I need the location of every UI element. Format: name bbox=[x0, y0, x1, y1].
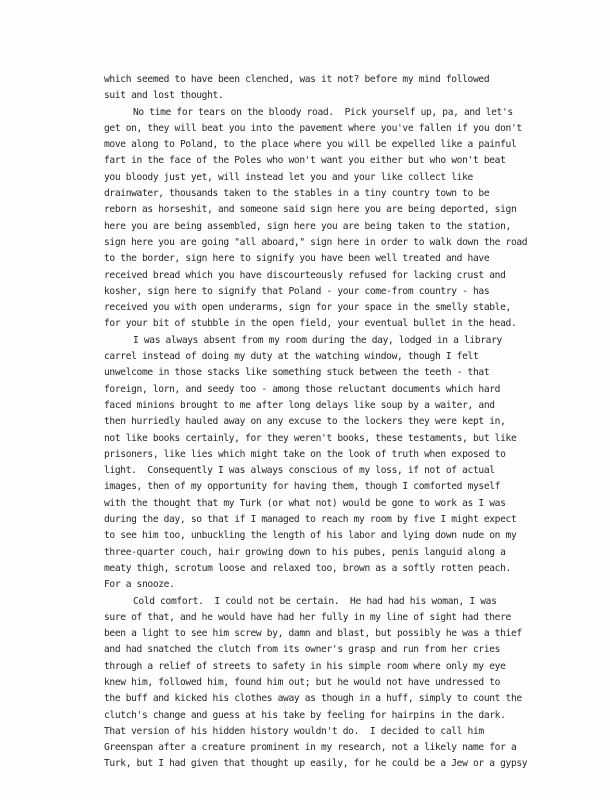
text-line: faced minions brought to me after long delays like soup by a waiter, and bbox=[104, 399, 495, 411]
text-line: here you are being assembled, sign here you are being taken to the station, bbox=[104, 220, 511, 232]
text-line: sure of that, and he would have had her fully in my line of sight had there bbox=[104, 611, 511, 623]
text-line: clutch's change and guess at his take by feeling for hairpins in the dark. bbox=[104, 709, 506, 721]
text-line: drainwater, thousands taken to the stables in a tiny country town to be bbox=[104, 188, 490, 200]
paragraph-start-line: Cold comfort. I could not be certain. He had had his woman, I was bbox=[133, 595, 497, 607]
text-line: then hurriedly hauled away on any excuse to the lockers they were kept in, bbox=[104, 416, 506, 428]
text-line: knew him, followed him, found him out; but he would not have undressed to bbox=[104, 676, 501, 688]
text-line: For a snooze. bbox=[104, 579, 175, 591]
text-line: and had snatched the clutch from its owner's grasp and run from her cries bbox=[104, 644, 501, 656]
manuscript-text bbox=[0, 72, 610, 773]
text-line: received bread which you have discourteously refused for lacking crust and bbox=[104, 269, 506, 281]
paragraph-start-line: No time for tears on the bloody road. Pick yourself up, pa, and let's bbox=[133, 106, 513, 118]
text-line: That version of his hidden history wouldn't do. I decided to call him bbox=[104, 725, 484, 737]
text-line: three-quarter couch, hair growing down to his pubes, penis languid along a bbox=[104, 546, 506, 558]
text-line: carrel instead of doing my duty at the watching window, though I felt bbox=[104, 351, 479, 363]
text-line: foreign, lorn, and seedy too - among those reluctant documents which hard bbox=[104, 383, 501, 395]
text-line: you bloody just yet, will instead let you and your like collect like bbox=[104, 171, 473, 183]
text-line: meaty thigh, scrotum loose and relaxed too, brown as a softly rotten peach. bbox=[104, 562, 511, 574]
text-line: Greenspan after a creature prominent in my research, not a likely name for a bbox=[104, 742, 517, 754]
text-line: get on, they will beat you into the pavement where you've fallen if you don't bbox=[104, 122, 522, 134]
text-line: through a relief of streets to safety in his simple room where only my eye bbox=[104, 660, 506, 672]
text-line: with the thought that my Turk (or what not) would be gone to work as I was bbox=[104, 497, 506, 509]
text-line: prisoners, like lies which might take on the look of truth when exposed to bbox=[104, 448, 506, 460]
text-line: move along to Poland, to the place where you will be expelled like a painful bbox=[104, 139, 517, 151]
text-line: during the day, so that if I managed to reach my room by five I might expect bbox=[104, 514, 517, 526]
text-line: to the border, sign here to signify you have been well treated and have bbox=[104, 253, 490, 265]
text-line: unwelcome in those stacks like something stuck between the teeth - that bbox=[104, 367, 490, 379]
text-line: which seemed to have been clenched, was it not? before my mind followed bbox=[104, 74, 490, 85]
text-line: Turk, but I had given that thought up easily, for he could be a Jew or a gypsy bbox=[104, 758, 528, 770]
paragraph-start-line: I was always absent from my room during the day, lodged in a library bbox=[133, 334, 502, 346]
text-line: light. Consequently I was always conscious of my loss, if not of actual bbox=[104, 465, 495, 477]
text-line: sign here you are going "all aboard," sign here in order to walk down the road bbox=[104, 236, 528, 248]
text-line: received you with open underarms, sign for your space in the smelly stable, bbox=[104, 302, 511, 314]
text-line: reborn as horseshit, and someone said sign here you are being deported, sign bbox=[104, 204, 517, 216]
text-line: fart in the face of the Poles who won't want you either but who won't beat bbox=[104, 155, 506, 167]
text-line: suit and lost thought. bbox=[104, 90, 224, 102]
text-line: been a light to see him screw by, damn and blast, but possibly he was a thief bbox=[104, 628, 522, 640]
text-line: the buff and kicked his clothes away as though in a huff, simply to count the bbox=[104, 693, 522, 705]
text-line: for your bit of stubble in the open field, your eventual bullet in the head. bbox=[104, 318, 517, 330]
text-line: images, then of my opportunity for having them, though I comforted myself bbox=[104, 481, 501, 493]
text-line: not like books certainly, for they weren't books, these testaments, but like bbox=[104, 432, 517, 444]
text-line: to see him too, unbuckling the length of his labor and lying down nude on my bbox=[104, 530, 517, 542]
text-line: kosher, sign here to signify that Poland - your come-from country - has bbox=[104, 285, 490, 297]
